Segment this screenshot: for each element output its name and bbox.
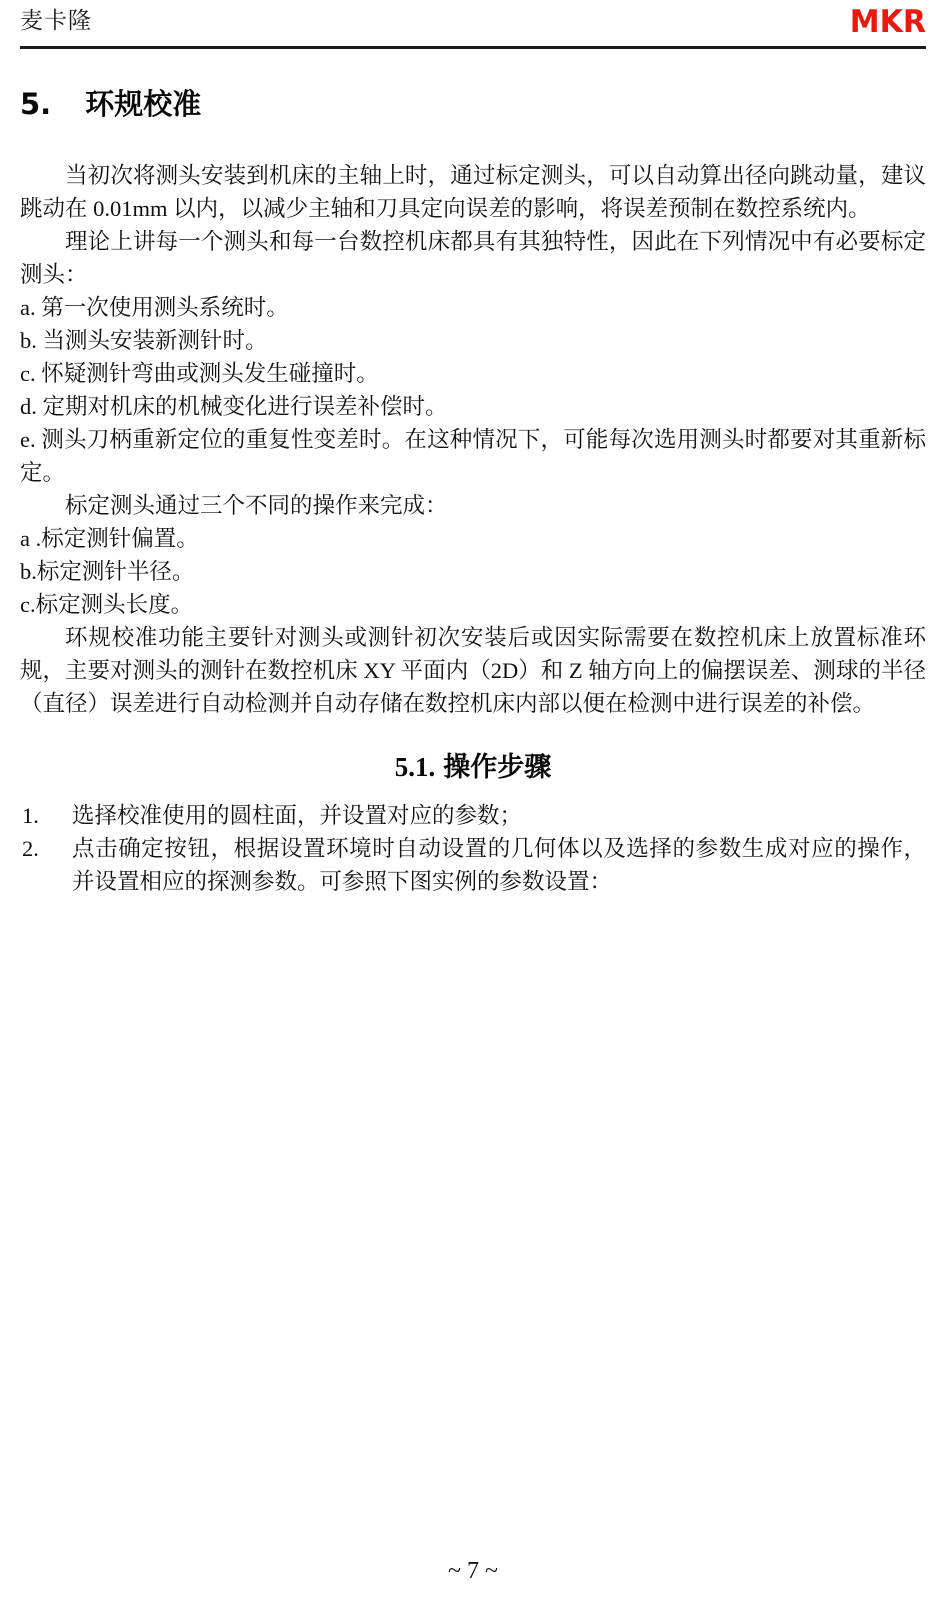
page-header: [20, 3, 926, 42]
page-number: ~ 7 ~: [448, 1558, 498, 1584]
section-number: 5.: [20, 87, 52, 121]
section-title: 环规校准: [85, 87, 202, 121]
header-rule: [20, 46, 926, 49]
paragraph-operations-intro: 标定测头通过三个不同的操作来完成：: [65, 493, 448, 518]
paragraph-runout: 当初次将测头安装到机床的主轴上时，通过标定测头，可以自动算出径向跳动量，建议跳动在 0.01mm 以内，以减少主轴和刀具定向误差的影响，将误差预制在数控系统内。: [20, 163, 926, 221]
list-item-op-c: c.标定测头长度。: [20, 592, 194, 617]
mkr-logo: MKR: [849, 3, 926, 41]
list-item-case-d: d. 定期对机床的机械变化进行误差补偿时。: [20, 394, 448, 419]
list-item-case-e: e. 测头刀柄重新定位的重复性变差时。在这种情况下，可能每次选用测头时都要对其重新标定。: [20, 427, 926, 485]
subsection-heading: [20, 750, 926, 785]
body-text: [20, 159, 926, 720]
list-item-op-b: b.标定测针半径。: [20, 559, 195, 584]
step-marker: 2.: [22, 836, 39, 861]
step-text: 选择校准使用的圆柱面，并设置对应的参数；: [72, 803, 523, 828]
brand-text: 麦卡隆: [20, 8, 92, 33]
paragraph-ring-gauge: 环规校准功能主要针对测头或测针初次安装后或因实际需要在数控机床上放置标准环规，主要对测头的测针在数控机床 XY 平面内（2D）和 Z 轴方向上的偏摆误差、测球的半径（直径）误差进行自动检测并自动存储在数控机床内部以便在检测中进行误差的补偿。: [20, 625, 926, 716]
section-heading: [20, 87, 926, 121]
subsection-number: 5.1.: [394, 752, 436, 782]
blank-space: [20, 898, 926, 1556]
step-item-1: [20, 799, 926, 832]
step-marker: 1.: [22, 803, 39, 828]
list-item-case-c: c. 怀疑测针弯曲或测头发生碰撞时。: [20, 361, 379, 386]
list-item-case-a: a. 第一次使用测头系统时。: [20, 295, 289, 320]
subsection-title: 操作步骤: [443, 752, 552, 783]
page-footer: [20, 1556, 926, 1586]
paragraph-theory: 理论上讲每一个测头和每一台数控机床都具有其独特性，因此在下列情况中有必要标定测头：: [20, 229, 926, 287]
step-text: 点击确定按钮，根据设置环境时自动设置的几何体以及选择的参数生成对应的操作，并设置相应的探测参数。可参照下图实例的参数设置：: [72, 836, 926, 894]
step-item-2: [20, 832, 926, 898]
list-item-case-b: b. 当测头安装新测针时。: [20, 328, 268, 353]
list-item-op-a: a .标定测针偏置。: [20, 526, 199, 551]
